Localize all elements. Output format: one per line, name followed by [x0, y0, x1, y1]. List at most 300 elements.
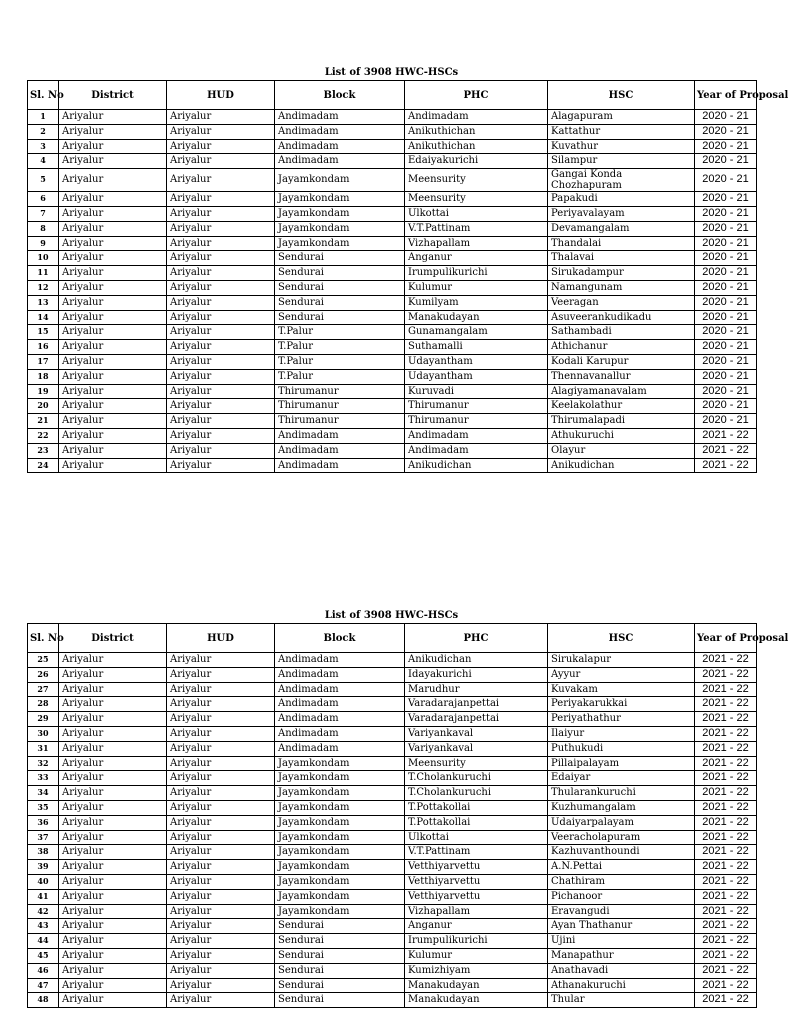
table-row — [28, 221, 757, 236]
cell-phc: Vetthiyarvettu — [405, 874, 548, 889]
table-row — [28, 712, 757, 727]
cell-hud: Ariyalur — [167, 369, 275, 384]
cell-year: 2020 - 21 — [695, 192, 757, 207]
table-row — [28, 124, 757, 139]
cell-block: Sendurai — [275, 280, 405, 295]
cell-sl-no: 13 — [28, 295, 59, 310]
cell-sl-no: 30 — [28, 726, 59, 741]
cell-hud: Ariyalur — [167, 399, 275, 414]
cell-district: Ariyalur — [59, 948, 167, 963]
cell-block: Thirumanur — [275, 414, 405, 429]
cell-phc: Kuruvadi — [405, 384, 548, 399]
cell-phc: Vizhapallam — [405, 236, 548, 251]
cell-phc: V.T.Pattinam — [405, 221, 548, 236]
table-row — [28, 889, 757, 904]
cell-district: Ariyalur — [59, 860, 167, 875]
cell-block: Jayamkondam — [275, 874, 405, 889]
cell-block: T.Palur — [275, 354, 405, 369]
cell-sl-no: 15 — [28, 325, 59, 340]
cell-phc: Marudhur — [405, 682, 548, 697]
cell-hsc: A.N.Pettai — [548, 860, 695, 875]
cell-district: Ariyalur — [59, 192, 167, 207]
cell-district: Ariyalur — [59, 874, 167, 889]
cell-district: Ariyalur — [59, 993, 167, 1008]
table-row — [28, 934, 757, 949]
hwc-list-section-1 — [27, 66, 788, 473]
cell-district: Ariyalur — [59, 221, 167, 236]
cell-sl-no: 3 — [28, 139, 59, 154]
cell-sl-no: 34 — [28, 786, 59, 801]
cell-block: Andimadam — [275, 458, 405, 473]
cell-sl-no: 29 — [28, 712, 59, 727]
cell-hud: Ariyalur — [167, 310, 275, 325]
cell-district: Ariyalur — [59, 889, 167, 904]
cell-sl-no: 35 — [28, 800, 59, 815]
cell-block: Andimadam — [275, 653, 405, 668]
cell-sl-no: 16 — [28, 340, 59, 355]
cell-year: 2021 - 22 — [695, 978, 757, 993]
table-row — [28, 815, 757, 830]
cell-district: Ariyalur — [59, 310, 167, 325]
cell-hud: Ariyalur — [167, 354, 275, 369]
cell-hud: Ariyalur — [167, 667, 275, 682]
cell-district: Ariyalur — [59, 206, 167, 221]
cell-year: 2020 - 21 — [695, 266, 757, 281]
cell-block: Jayamkondam — [275, 206, 405, 221]
table-row — [28, 919, 757, 934]
cell-hud: Ariyalur — [167, 251, 275, 266]
table-row — [28, 800, 757, 815]
cell-hud: Ariyalur — [167, 124, 275, 139]
cell-hud: Ariyalur — [167, 726, 275, 741]
table-row — [28, 295, 757, 310]
cell-hsc: Thular — [548, 993, 695, 1008]
cell-hud: Ariyalur — [167, 169, 275, 192]
table-row — [28, 948, 757, 963]
cell-year: 2021 - 22 — [695, 860, 757, 875]
cell-district: Ariyalur — [59, 414, 167, 429]
cell-block: Thirumanur — [275, 399, 405, 414]
cell-hud: Ariyalur — [167, 458, 275, 473]
cell-phc: Manakudayan — [405, 310, 548, 325]
cell-hsc: Athichanur — [548, 340, 695, 355]
cell-year: 2020 - 21 — [695, 384, 757, 399]
table-row — [28, 428, 757, 443]
cell-block: Andimadam — [275, 443, 405, 458]
cell-year: 2020 - 21 — [695, 295, 757, 310]
cell-hsc: Periyavalayam — [548, 206, 695, 221]
cell-block: Sendurai — [275, 963, 405, 978]
cell-hud: Ariyalur — [167, 800, 275, 815]
cell-sl-no: 42 — [28, 904, 59, 919]
cell-year: 2021 - 22 — [695, 786, 757, 801]
cell-hsc: Periyathathur — [548, 712, 695, 727]
cell-hud: Ariyalur — [167, 845, 275, 860]
cell-hud: Ariyalur — [167, 697, 275, 712]
header-hsc: HSC — [548, 624, 695, 653]
cell-block: Jayamkondam — [275, 786, 405, 801]
cell-hud: Ariyalur — [167, 786, 275, 801]
cell-block: Sendurai — [275, 310, 405, 325]
cell-year: 2021 - 22 — [695, 667, 757, 682]
cell-year: 2021 - 22 — [695, 934, 757, 949]
cell-hud: Ariyalur — [167, 712, 275, 727]
table-row — [28, 726, 757, 741]
cell-phc: V.T.Pattinam — [405, 845, 548, 860]
cell-year: 2021 - 22 — [695, 756, 757, 771]
cell-district: Ariyalur — [59, 653, 167, 668]
cell-block: Sendurai — [275, 993, 405, 1008]
hwc-list-section-2 — [27, 609, 788, 1008]
cell-phc: Variyankaval — [405, 741, 548, 756]
table-row — [28, 904, 757, 919]
cell-block: Sendurai — [275, 266, 405, 281]
cell-block: Sendurai — [275, 295, 405, 310]
table-body — [28, 653, 757, 1008]
cell-sl-no: 41 — [28, 889, 59, 904]
cell-district: Ariyalur — [59, 978, 167, 993]
cell-year: 2021 - 22 — [695, 845, 757, 860]
cell-hsc: Periyakarukkai — [548, 697, 695, 712]
header-district: District — [59, 81, 167, 110]
cell-hud: Ariyalur — [167, 682, 275, 697]
cell-district: Ariyalur — [59, 786, 167, 801]
cell-district: Ariyalur — [59, 139, 167, 154]
cell-phc: Idayakurichi — [405, 667, 548, 682]
cell-phc: Ulkottai — [405, 830, 548, 845]
cell-district: Ariyalur — [59, 110, 167, 125]
cell-district: Ariyalur — [59, 963, 167, 978]
cell-block: Jayamkondam — [275, 904, 405, 919]
cell-sl-no: 25 — [28, 653, 59, 668]
cell-district: Ariyalur — [59, 697, 167, 712]
cell-phc: Vizhapallam — [405, 904, 548, 919]
cell-sl-no: 23 — [28, 443, 59, 458]
cell-sl-no: 22 — [28, 428, 59, 443]
header-row — [28, 81, 757, 110]
table-row — [28, 310, 757, 325]
cell-year: 2021 - 22 — [695, 458, 757, 473]
table-row — [28, 963, 757, 978]
cell-year: 2020 - 21 — [695, 414, 757, 429]
cell-hud: Ariyalur — [167, 860, 275, 875]
cell-phc: Varadarajanpettai — [405, 697, 548, 712]
table-row — [28, 458, 757, 473]
cell-block: Andimadam — [275, 741, 405, 756]
cell-year: 2020 - 21 — [695, 280, 757, 295]
cell-hud: Ariyalur — [167, 889, 275, 904]
cell-sl-no: 1 — [28, 110, 59, 125]
cell-block: Sendurai — [275, 978, 405, 993]
cell-hsc: Manapathur — [548, 948, 695, 963]
cell-district: Ariyalur — [59, 458, 167, 473]
header-year-of-proposal: Year of Proposal — [695, 624, 757, 653]
cell-hsc: Ayan Thathanur — [548, 919, 695, 934]
cell-year: 2021 - 22 — [695, 682, 757, 697]
cell-phc: Udayantham — [405, 369, 548, 384]
cell-block: Jayamkondam — [275, 815, 405, 830]
table-row — [28, 169, 757, 192]
cell-phc: Anikuthichan — [405, 139, 548, 154]
cell-district: Ariyalur — [59, 354, 167, 369]
cell-phc: Anganur — [405, 919, 548, 934]
cell-phc: Andimadam — [405, 110, 548, 125]
cell-district: Ariyalur — [59, 428, 167, 443]
cell-hsc: Athukuruchi — [548, 428, 695, 443]
cell-block: Andimadam — [275, 726, 405, 741]
cell-hsc: Eravangudi — [548, 904, 695, 919]
cell-sl-no: 40 — [28, 874, 59, 889]
cell-hud: Ariyalur — [167, 963, 275, 978]
cell-hud: Ariyalur — [167, 443, 275, 458]
cell-sl-no: 47 — [28, 978, 59, 993]
cell-sl-no: 6 — [28, 192, 59, 207]
cell-block: Jayamkondam — [275, 236, 405, 251]
cell-hsc: Kattathur — [548, 124, 695, 139]
cell-block: Jayamkondam — [275, 221, 405, 236]
header-hud: HUD — [167, 624, 275, 653]
cell-sl-no: 18 — [28, 369, 59, 384]
cell-hsc: Alagiyamanavalam — [548, 384, 695, 399]
cell-hsc: Thennavanallur — [548, 369, 695, 384]
cell-year: 2021 - 22 — [695, 993, 757, 1008]
cell-district: Ariyalur — [59, 771, 167, 786]
cell-phc: Irumpulikurichi — [405, 934, 548, 949]
cell-phc: Anganur — [405, 251, 548, 266]
cell-phc: Kulumur — [405, 948, 548, 963]
table-row — [28, 251, 757, 266]
cell-sl-no: 48 — [28, 993, 59, 1008]
cell-hsc: Kazhuvanthoundi — [548, 845, 695, 860]
cell-hsc: Ayyur — [548, 667, 695, 682]
cell-district: Ariyalur — [59, 280, 167, 295]
cell-phc: T.Pottakollai — [405, 815, 548, 830]
cell-hud: Ariyalur — [167, 428, 275, 443]
header-sl-no: Sl. No — [28, 81, 59, 110]
cell-hsc: Asuveerankudikadu — [548, 310, 695, 325]
cell-hsc: Udaiyarpalayam — [548, 815, 695, 830]
cell-sl-no: 31 — [28, 741, 59, 756]
cell-district: Ariyalur — [59, 384, 167, 399]
table-row — [28, 139, 757, 154]
table-row — [28, 443, 757, 458]
cell-district: Ariyalur — [59, 154, 167, 169]
cell-phc: Kumizhiyam — [405, 963, 548, 978]
cell-phc: T.Cholankuruchi — [405, 786, 548, 801]
table-row — [28, 874, 757, 889]
cell-phc: Anikuthichan — [405, 124, 548, 139]
cell-hsc: Anathavadi — [548, 963, 695, 978]
cell-district: Ariyalur — [59, 815, 167, 830]
cell-year: 2020 - 21 — [695, 354, 757, 369]
cell-block: Jayamkondam — [275, 800, 405, 815]
cell-hsc: Ujini — [548, 934, 695, 949]
cell-block: Sendurai — [275, 251, 405, 266]
cell-hud: Ariyalur — [167, 340, 275, 355]
cell-sl-no: 27 — [28, 682, 59, 697]
cell-district: Ariyalur — [59, 236, 167, 251]
cell-block: Andimadam — [275, 697, 405, 712]
cell-sl-no: 46 — [28, 963, 59, 978]
cell-sl-no: 11 — [28, 266, 59, 281]
cell-hsc: Gangai Konda Chozhapuram — [548, 169, 695, 192]
header-block: Block — [275, 81, 405, 110]
header-phc: PHC — [405, 624, 548, 653]
cell-phc: T.Pottakollai — [405, 800, 548, 815]
cell-year: 2020 - 21 — [695, 154, 757, 169]
cell-year: 2020 - 21 — [695, 236, 757, 251]
cell-district: Ariyalur — [59, 830, 167, 845]
cell-sl-no: 36 — [28, 815, 59, 830]
cell-hsc: Edaiyar — [548, 771, 695, 786]
cell-sl-no: 12 — [28, 280, 59, 295]
cell-sl-no: 14 — [28, 310, 59, 325]
cell-year: 2020 - 21 — [695, 340, 757, 355]
cell-hud: Ariyalur — [167, 221, 275, 236]
cell-block: Jayamkondam — [275, 169, 405, 192]
cell-sl-no: 24 — [28, 458, 59, 473]
table-row — [28, 830, 757, 845]
cell-hud: Ariyalur — [167, 934, 275, 949]
cell-hud: Ariyalur — [167, 206, 275, 221]
cell-sl-no: 9 — [28, 236, 59, 251]
cell-hsc: Olayur — [548, 443, 695, 458]
cell-hud: Ariyalur — [167, 414, 275, 429]
cell-block: Jayamkondam — [275, 192, 405, 207]
cell-hud: Ariyalur — [167, 978, 275, 993]
cell-sl-no: 38 — [28, 845, 59, 860]
table-row — [28, 667, 757, 682]
cell-hud: Ariyalur — [167, 110, 275, 125]
cell-sl-no: 8 — [28, 221, 59, 236]
cell-district: Ariyalur — [59, 667, 167, 682]
cell-sl-no: 20 — [28, 399, 59, 414]
cell-district: Ariyalur — [59, 169, 167, 192]
cell-year: 2020 - 21 — [695, 206, 757, 221]
cell-hsc: Veeracholapuram — [548, 830, 695, 845]
cell-phc: Gunamangalam — [405, 325, 548, 340]
cell-hud: Ariyalur — [167, 192, 275, 207]
cell-hsc: Kuvakam — [548, 682, 695, 697]
cell-sl-no: 43 — [28, 919, 59, 934]
cell-sl-no: 33 — [28, 771, 59, 786]
cell-year: 2021 - 22 — [695, 741, 757, 756]
table-row — [28, 993, 757, 1008]
cell-block: T.Palur — [275, 369, 405, 384]
cell-hud: Ariyalur — [167, 384, 275, 399]
cell-sl-no: 39 — [28, 860, 59, 875]
cell-block: Jayamkondam — [275, 771, 405, 786]
table-row — [28, 399, 757, 414]
cell-year: 2021 - 22 — [695, 697, 757, 712]
cell-sl-no: 28 — [28, 697, 59, 712]
cell-district: Ariyalur — [59, 369, 167, 384]
cell-district: Ariyalur — [59, 682, 167, 697]
cell-year: 2020 - 21 — [695, 310, 757, 325]
cell-hsc: Sirukadampur — [548, 266, 695, 281]
hwc-hsc-table — [27, 80, 788, 473]
cell-phc: Irumpulikurichi — [405, 266, 548, 281]
table-row — [28, 340, 757, 355]
cell-hsc: Kuvathur — [548, 139, 695, 154]
cell-hud: Ariyalur — [167, 154, 275, 169]
table-row — [28, 786, 757, 801]
cell-district: Ariyalur — [59, 340, 167, 355]
cell-district: Ariyalur — [59, 726, 167, 741]
cell-sl-no: 4 — [28, 154, 59, 169]
cell-hud: Ariyalur — [167, 771, 275, 786]
hwc-hsc-table — [27, 623, 788, 1008]
cell-year: 2021 - 22 — [695, 726, 757, 741]
cell-year: 2021 - 22 — [695, 428, 757, 443]
cell-block: Andimadam — [275, 428, 405, 443]
cell-year: 2021 - 22 — [695, 963, 757, 978]
table-row — [28, 325, 757, 340]
cell-year: 2021 - 22 — [695, 712, 757, 727]
cell-hsc: Puthukudi — [548, 741, 695, 756]
cell-hud: Ariyalur — [167, 325, 275, 340]
cell-phc: Andimadam — [405, 428, 548, 443]
table-row — [28, 845, 757, 860]
cell-phc: Manakudayan — [405, 978, 548, 993]
cell-sl-no: 2 — [28, 124, 59, 139]
cell-district: Ariyalur — [59, 251, 167, 266]
cell-block: Jayamkondam — [275, 860, 405, 875]
cell-hud: Ariyalur — [167, 919, 275, 934]
cell-hsc: Thalavai — [548, 251, 695, 266]
header-year-of-proposal: Year of Proposal — [695, 81, 757, 110]
table-row — [28, 697, 757, 712]
cell-sl-no: 44 — [28, 934, 59, 949]
table-row — [28, 978, 757, 993]
cell-hud: Ariyalur — [167, 756, 275, 771]
cell-district: Ariyalur — [59, 295, 167, 310]
cell-phc: Edaiyakurichi — [405, 154, 548, 169]
cell-year: 2021 - 22 — [695, 653, 757, 668]
cell-block: Andimadam — [275, 124, 405, 139]
cell-year: 2021 - 22 — [695, 904, 757, 919]
cell-block: Andimadam — [275, 139, 405, 154]
table-row — [28, 860, 757, 875]
cell-hud: Ariyalur — [167, 653, 275, 668]
table-title: List of 3908 HWC-HSCs — [324, 67, 459, 78]
cell-hsc: Thularankuruchi — [548, 786, 695, 801]
table-row — [28, 414, 757, 429]
cell-hsc: Sathambadi — [548, 325, 695, 340]
cell-block: Andimadam — [275, 682, 405, 697]
cell-district: Ariyalur — [59, 934, 167, 949]
cell-phc: Andimadam — [405, 443, 548, 458]
cell-hud: Ariyalur — [167, 741, 275, 756]
cell-block: Jayamkondam — [275, 889, 405, 904]
cell-hud: Ariyalur — [167, 280, 275, 295]
cell-phc: Vetthiyarvettu — [405, 860, 548, 875]
table-row — [28, 741, 757, 756]
cell-hsc: Keelakolathur — [548, 399, 695, 414]
cell-year: 2020 - 21 — [695, 110, 757, 125]
cell-phc: T.Cholankuruchi — [405, 771, 548, 786]
header-district: District — [59, 624, 167, 653]
cell-sl-no: 45 — [28, 948, 59, 963]
table-row — [28, 266, 757, 281]
cell-year: 2020 - 21 — [695, 251, 757, 266]
table-row — [28, 369, 757, 384]
cell-hsc: Silampur — [548, 154, 695, 169]
table-row — [28, 192, 757, 207]
cell-block: Sendurai — [275, 934, 405, 949]
cell-hsc: Thirumalapadi — [548, 414, 695, 429]
cell-sl-no: 10 — [28, 251, 59, 266]
